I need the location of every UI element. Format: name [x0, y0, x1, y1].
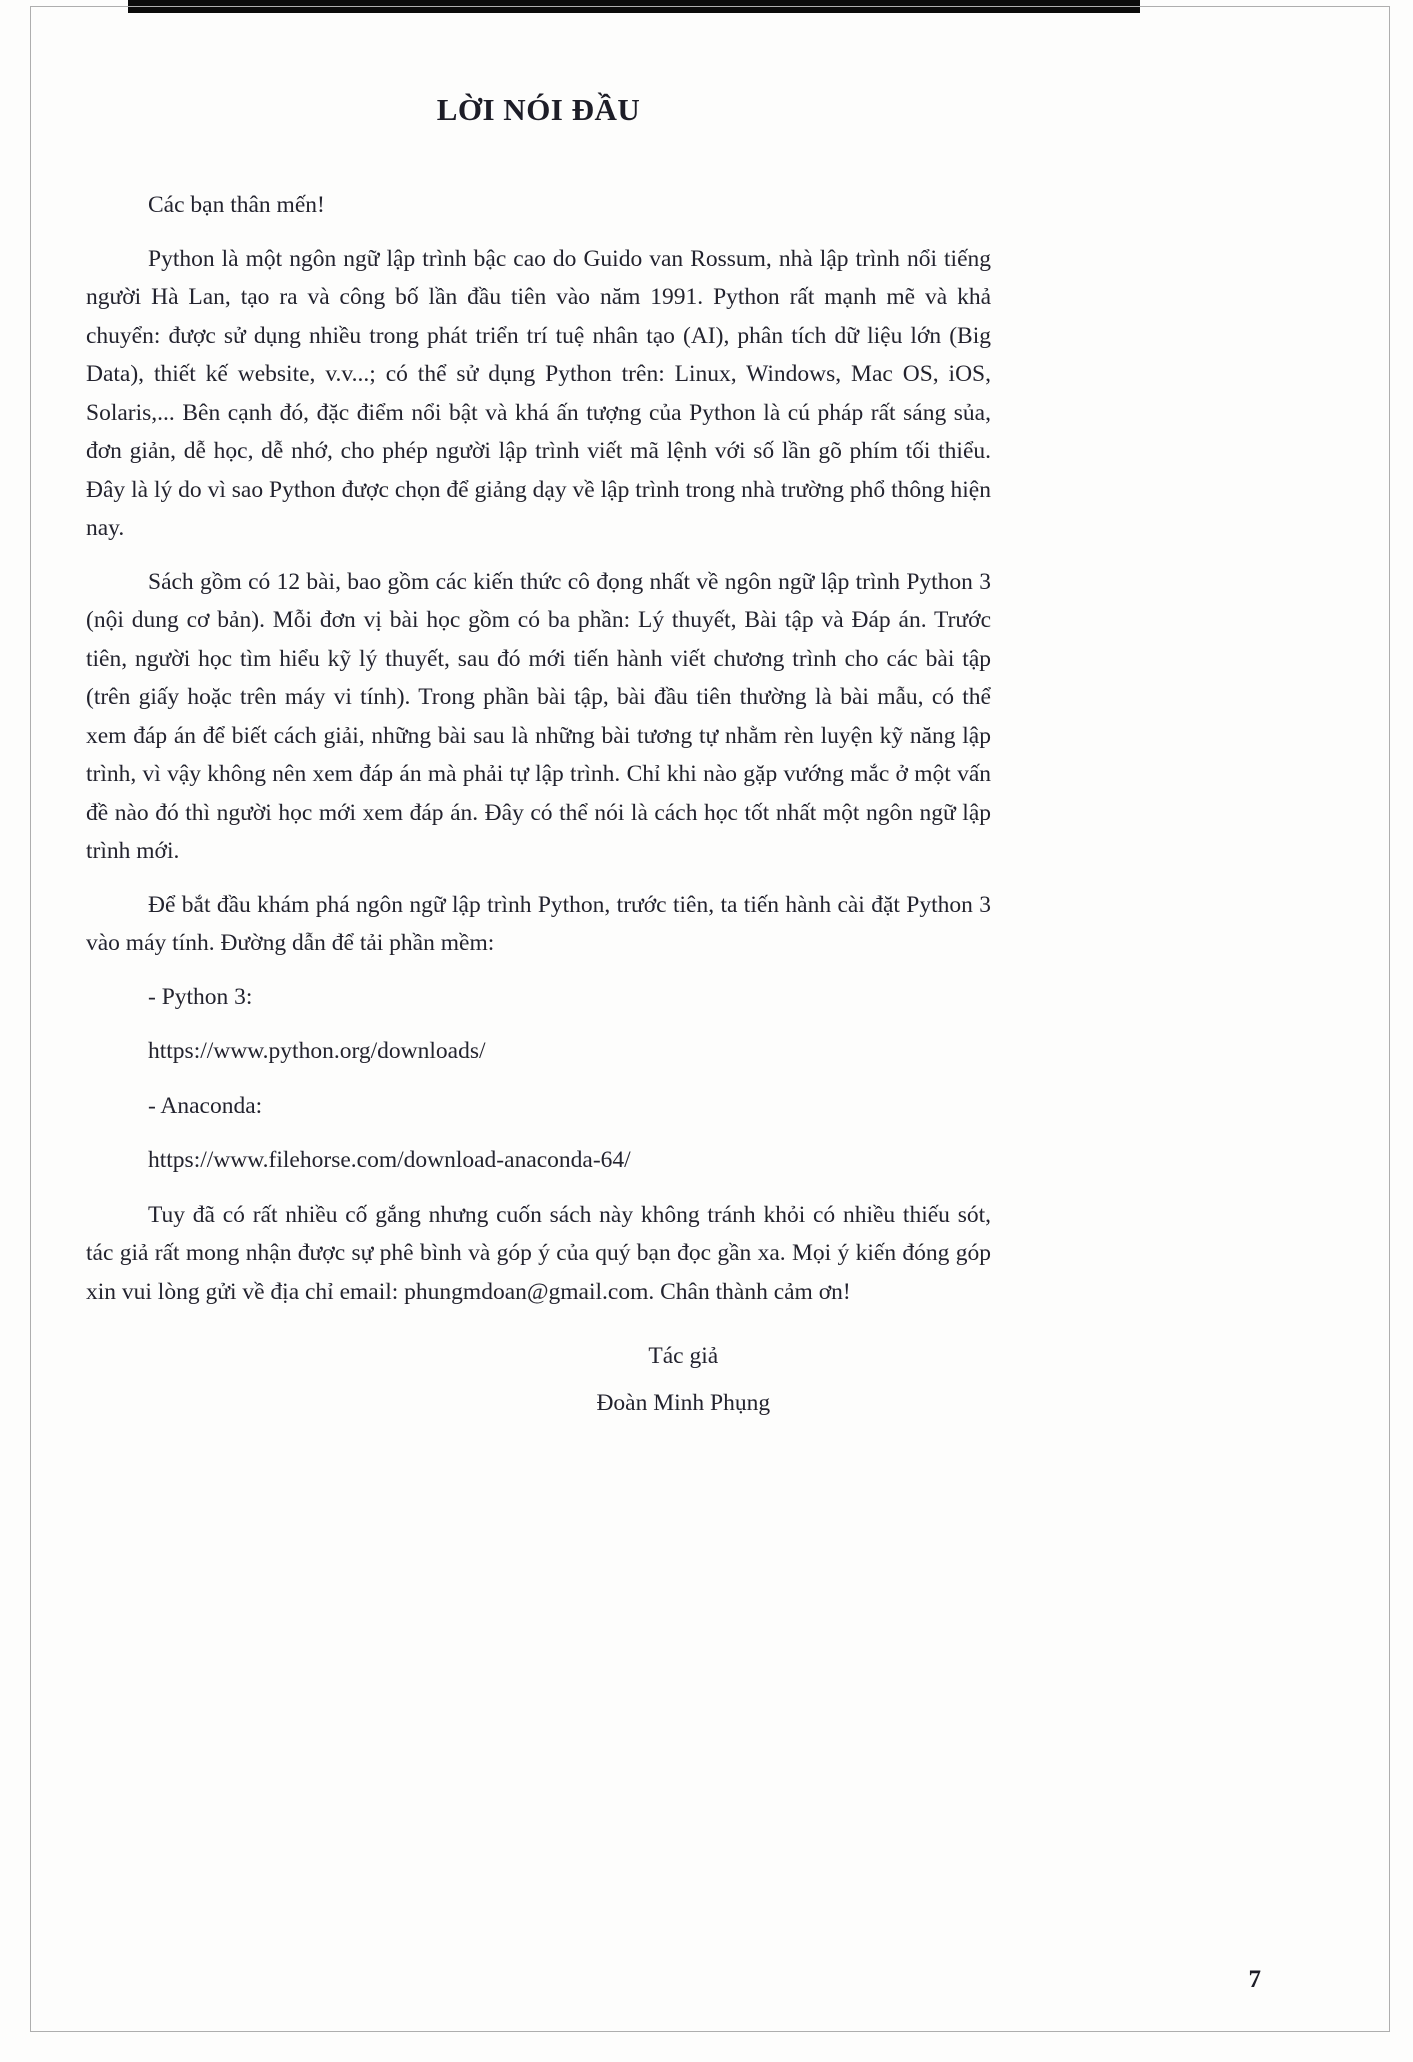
paragraph-install: Để bắt đầu khám phá ngôn ngữ lập trình Python, trước tiên, ta tiến hành cài đặt Python 3 vào máy tính. Đường dẫn để tải phần mềm: [86, 891, 991, 956]
signature-role: Tác giả [648, 1343, 719, 1369]
greeting-line: Các bạn thân mến! [148, 192, 325, 218]
signature-author-name: Đoàn Minh Phụng [596, 1390, 771, 1416]
anaconda-label: - Anaconda: [148, 1092, 263, 1119]
anaconda-download-url: https://www.filehorse.com/download-anaconda-64/ [148, 1147, 631, 1173]
page-number: 7 [1248, 1966, 1261, 1993]
page-title: LỜI NÓI ĐẦU [436, 92, 641, 127]
signature-block [394, 1343, 973, 1417]
paragraph-closing: Tuy đã có rất nhiều cố gắng nhưng cuốn sách này không tránh khỏi có nhiều thiếu sót, tác giả rất mong nhận được sự phê bình và góp ý của quý bạn đọc gần xa. Mọi ý kiến đóng góp xin vui lòng gửi về địa chỉ email: phungmdoan@gmail.com. Chân thành cảm ơn! [86, 1201, 991, 1305]
python3-label: - Python 3: [148, 983, 253, 1010]
paragraph-intro: Python là một ngôn ngữ lập trình bậc cao do Guido van Rossum, nhà lập trình nổi tiếng người Hà Lan, tạo ra và công bố lần đầu tiên vào năm 1991. Python rất mạnh mẽ và khả chuyển: được sử dụng nhiều trong phát triển trí tuệ nhân tạo (AI), phân tích dữ liệu lớn (Big Data), thiết kế website, v.v...; có thể sử dụng Python trên: Linux, Windows, Mac OS, iOS, Solaris,... Bên cạnh đó, đặc điểm nổi bật và khá ấn tượng của Python là cú pháp rất sáng sủa, đơn giản, dễ học, dễ nhớ, cho phép người lập trình viết mã lệnh với số lần gõ phím tối thiểu. Đây là lý do vì sao Python được chọn để giảng dạy về lập trình trong nhà trường phổ thông hiện nay. [86, 245, 991, 541]
page-content [86, 92, 991, 1417]
paragraph-book-structure: Sách gồm có 12 bài, bao gồm các kiến thức cô đọng nhất về ngôn ngữ lập trình Python 3 (nội dung cơ bản). Mỗi đơn vị bài học gồm có ba phần: Lý thuyết, Bài tập và Đáp án. Trước tiên, người học tìm hiểu kỹ lý thuyết, sau đó mới tiến hành viết chương trình cho các bài tập (trên giấy hoặc trên máy vi tính). Trong phần bài tập, bài đầu tiên thường là bài mẫu, có thể xem đáp án để biết cách giải, những bài sau là những bài tương tự nhằm rèn luyện kỹ năng lập trình, vì vậy không nên xem đáp án mà phải tự lập trình. Chỉ khi nào gặp vướng mắc ở một vấn đề nào đó thì người học mới xem đáp án. Đây có thể nói là cách học tốt nhất một ngôn ngữ lập trình mới. [86, 568, 991, 864]
scan-artifact-top-bar [128, 0, 1140, 13]
python3-download-url: https://www.python.org/downloads/ [148, 1038, 486, 1064]
